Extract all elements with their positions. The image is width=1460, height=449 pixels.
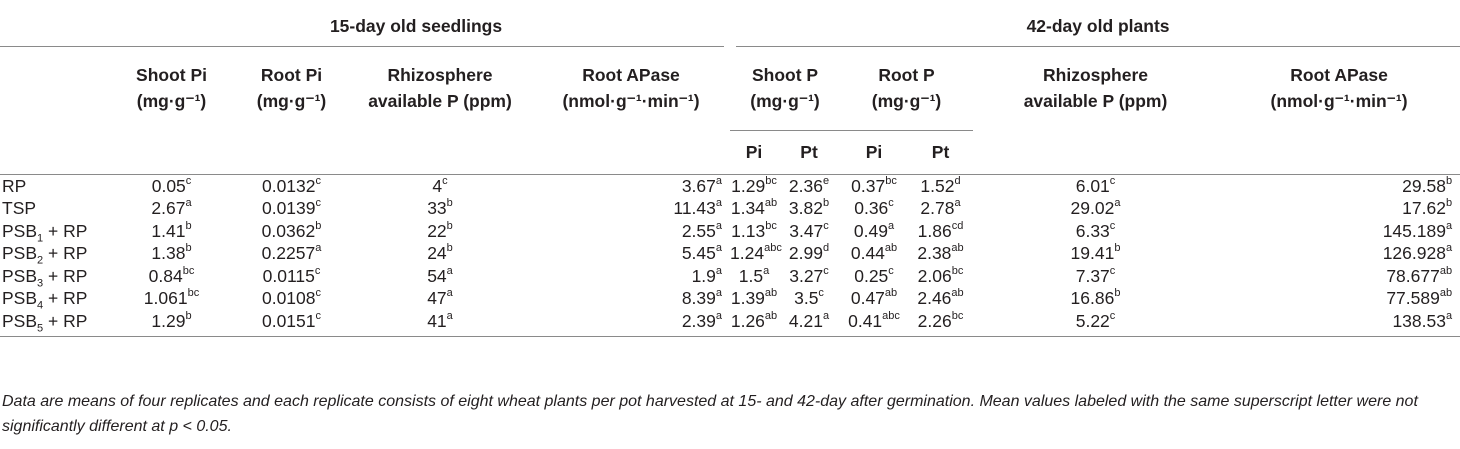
cell-value: 4: [432, 175, 443, 196]
subheader-row: [0, 130, 1460, 174]
table-cell: [1218, 197, 1460, 220]
table-cell: [973, 220, 1218, 243]
significance-letter: b: [1114, 287, 1121, 300]
table-cell: [348, 220, 532, 243]
cell-value: 0.49: [853, 220, 888, 241]
significance-letter: c: [888, 264, 894, 277]
group-header-plants: 42-day old plants: [730, 8, 1460, 46]
cell-value: 0.0362: [261, 220, 316, 241]
metric-name: Shoot Pi: [136, 65, 207, 86]
significance-letter: ab: [764, 197, 778, 210]
cell-value: 11.43: [673, 198, 716, 218]
significance-letter: bc: [951, 264, 964, 277]
cell-value: 0.37: [851, 175, 886, 196]
table-cell: [730, 310, 778, 337]
cell-value: 1.29: [151, 310, 186, 331]
table-cell: [1218, 287, 1460, 310]
row-label: [0, 265, 108, 288]
significance-letter: b: [822, 197, 830, 210]
significance-letter: c: [442, 174, 448, 187]
cell-value: 2.55: [681, 220, 716, 241]
significance-letter: ab: [1439, 287, 1453, 300]
table-cell: [1218, 220, 1460, 243]
table-cell: [908, 220, 973, 243]
significance-letter: a: [1445, 242, 1453, 255]
table-cell: [532, 287, 730, 310]
metric-unit: available P (ppm): [368, 91, 512, 112]
group-header-row: [0, 8, 1460, 46]
metric-unit: (nmol·g⁻¹·min⁻¹): [562, 91, 700, 112]
significance-letter: bc: [182, 264, 195, 277]
cell-value: 1.13: [731, 220, 766, 241]
table-row: [0, 265, 1460, 288]
significance-letter: a: [446, 287, 453, 300]
strain-number: 5: [37, 322, 44, 334]
metric-header: [235, 46, 348, 130]
table-cell: [1218, 242, 1460, 265]
cell-value: 3.27: [789, 265, 824, 286]
table-cell: [973, 174, 1218, 197]
cell-value: 78.677: [1386, 265, 1440, 286]
table-cell: [730, 220, 778, 243]
table-cell: [348, 174, 532, 197]
cell-value: 2.46: [917, 288, 952, 308]
treatment-name: PSB: [2, 243, 38, 263]
cell-value: 0.0139: [261, 198, 316, 218]
metric-header: [1218, 46, 1460, 130]
metric-header: [973, 46, 1218, 130]
significance-letter: b: [446, 197, 453, 210]
significance-letter: a: [715, 309, 723, 322]
table-cell: [235, 265, 348, 288]
cell-value: 0.25: [854, 265, 889, 286]
cell-value: 2.26: [917, 310, 952, 331]
table-cell: [973, 287, 1218, 310]
metric-header-row: [0, 46, 1460, 130]
table-cell: [778, 242, 840, 265]
metric-header: [840, 46, 973, 130]
table-cell: [840, 265, 908, 288]
cell-value: 1.52: [920, 175, 955, 196]
significance-letter: e: [822, 174, 830, 187]
table-cell: [235, 310, 348, 337]
cell-value: 22: [427, 220, 447, 241]
cell-value: 1.34: [730, 198, 765, 218]
treatment-name: RP: [2, 175, 27, 196]
significance-letter: c: [314, 264, 321, 277]
treatment-name: PSB: [2, 288, 38, 308]
significance-letter: a: [715, 287, 723, 300]
cell-value: 1.5: [738, 265, 764, 286]
table-body: [0, 174, 1460, 337]
table-cell: [778, 310, 840, 337]
significance-letter: a: [185, 197, 192, 210]
significance-letter: b: [1445, 174, 1453, 187]
table-cell: [235, 287, 348, 310]
cell-value: 1.9: [691, 265, 716, 286]
table-cell: [840, 287, 908, 310]
significance-letter: a: [763, 264, 770, 277]
treatment-name: PSB: [2, 310, 38, 331]
significance-letter: c: [315, 174, 322, 187]
table-cell: [108, 310, 235, 337]
significance-letter: ab: [764, 309, 778, 322]
significance-letter: a: [715, 242, 723, 255]
table-cell: [532, 197, 730, 220]
cell-value: 2.67: [151, 198, 186, 218]
significance-letter: c: [1109, 174, 1116, 187]
metric-header: [730, 46, 840, 130]
significance-letter: b: [185, 309, 192, 322]
cell-value: 145.189: [1382, 220, 1446, 241]
cell-value: 1.86: [917, 220, 952, 241]
significance-letter: abc: [764, 242, 782, 255]
strain-number: 4: [37, 299, 44, 312]
significance-letter: a: [1114, 197, 1121, 210]
significance-letter: ab: [951, 287, 964, 300]
table-cell: [908, 197, 973, 220]
cell-value: 1.41: [151, 220, 186, 241]
significance-letter: ab: [884, 242, 898, 255]
treatment-suffix: + RP: [43, 243, 88, 263]
table-cell: [532, 242, 730, 265]
significance-letter: c: [315, 309, 322, 322]
cell-value: 5.45: [681, 243, 716, 263]
cell-value: 16.86: [1070, 288, 1115, 308]
significance-letter: a: [822, 309, 830, 322]
table-cell: [348, 265, 532, 288]
cell-value: 7.37: [1075, 265, 1110, 286]
table-cell: [840, 197, 908, 220]
cell-value: 2.99: [788, 243, 823, 263]
table-cell: [108, 197, 235, 220]
cell-value: 0.05: [151, 175, 186, 196]
significance-letter: b: [1114, 242, 1121, 255]
significance-letter: bc: [765, 174, 777, 187]
significance-letter: a: [446, 264, 453, 277]
table-cell: [1218, 174, 1460, 197]
cell-value: 1.24: [730, 243, 765, 263]
cell-value: 29.02: [1070, 198, 1115, 218]
row-label: [0, 287, 108, 310]
table-cell: [840, 220, 908, 243]
significance-letter: a: [887, 219, 895, 232]
significance-letter: a: [954, 197, 961, 210]
row-label: [0, 242, 108, 265]
row-label: [0, 197, 108, 220]
metric-name: Root APase: [582, 65, 680, 86]
table-cell: [108, 265, 235, 288]
cell-value: 6.01: [1075, 175, 1110, 196]
cell-value: 0.0115: [262, 265, 315, 286]
table-cell: [108, 242, 235, 265]
significance-letter: a: [315, 242, 322, 255]
metric-unit: (mg·g⁻¹): [750, 91, 820, 111]
cell-value: 24: [427, 243, 447, 263]
table-cell: [778, 265, 840, 288]
metric-header: [532, 46, 730, 130]
significance-letter: c: [1109, 309, 1116, 322]
table-cell: [908, 310, 973, 337]
table-cell: [840, 174, 908, 197]
significance-letter: a: [1445, 309, 1453, 322]
significance-letter: c: [888, 197, 894, 210]
table-cell: [840, 242, 908, 265]
significance-letter: d: [822, 242, 830, 255]
table-row: [0, 174, 1460, 197]
metric-unit: available P (ppm): [1023, 91, 1168, 112]
subheader-cell: Pi: [730, 130, 778, 174]
table-cell: [908, 174, 973, 197]
significance-letter: a: [715, 197, 723, 210]
table-cell: [730, 287, 778, 310]
significance-letter: c: [818, 287, 824, 300]
significance-letter: c: [823, 219, 829, 232]
cell-value: 47: [427, 288, 447, 308]
cell-value: 0.0108: [261, 288, 316, 308]
cell-value: 0.36: [854, 198, 889, 218]
significance-letter: b: [185, 242, 192, 255]
significance-letter: ab: [1439, 264, 1453, 277]
metric-unit: (mg·g⁻¹): [871, 91, 942, 111]
significance-letter: cd: [951, 219, 964, 232]
table-footnote: Data are means of four replicates and each replicate consists of eight wheat plants per pot harvested at 15- and 42-day after germination. Mean values labeled with the same superscript letter were not significantly different at p < 0.05.: [2, 393, 1418, 435]
significance-letter: b: [185, 219, 192, 232]
significance-letter: a: [715, 174, 723, 187]
metric-unit: (nmol·g⁻¹·min⁻¹): [1270, 91, 1408, 112]
treatment-name: PSB: [2, 265, 38, 286]
table-cell: [908, 242, 973, 265]
cell-value: 0.2257: [261, 243, 316, 263]
table-cell: [840, 310, 908, 337]
cell-value: 2.36: [788, 175, 823, 196]
cell-value: 3.5: [794, 288, 819, 308]
significance-letter: c: [185, 174, 192, 187]
table-cell: [108, 220, 235, 243]
subheader-cell: Pt: [778, 130, 840, 174]
table-cell: [778, 174, 840, 197]
cell-value: 41: [427, 310, 447, 331]
row-label: [0, 174, 108, 197]
table-cell: [730, 174, 778, 197]
significance-letter: bc: [885, 174, 897, 187]
cell-value: 77.589: [1386, 288, 1440, 308]
cell-value: 19.41: [1070, 243, 1115, 263]
significance-letter: c: [1109, 219, 1116, 232]
table-cell: [235, 220, 348, 243]
data-table: [0, 8, 1460, 337]
cell-value: 33: [427, 198, 447, 218]
cell-value: 3.82: [788, 198, 823, 218]
group-header-seedlings: 15-day old seedlings: [108, 8, 730, 46]
cell-value: 6.33: [1075, 220, 1110, 241]
table-cell: [730, 265, 778, 288]
significance-letter: c: [1109, 264, 1116, 277]
significance-letter: bc: [951, 309, 964, 322]
table-cell: [1218, 310, 1460, 337]
table-cell: [730, 242, 782, 265]
metric-name: Root P: [878, 65, 935, 85]
subheader-cell: Pt: [908, 130, 973, 174]
metric-name: Shoot P: [751, 65, 819, 85]
treatment-suffix: + RP: [43, 220, 88, 241]
significance-letter: a: [1445, 219, 1453, 232]
treatment-suffix: + RP: [43, 288, 88, 308]
metric-name: Root Pi: [260, 65, 323, 86]
cell-value: 0.41: [848, 310, 883, 331]
table-cell: [348, 197, 532, 220]
table-cell: [108, 287, 235, 310]
metric-unit: (mg·g⁻¹): [256, 91, 327, 112]
significance-letter: a: [715, 264, 723, 277]
significance-letter: bc: [187, 287, 200, 300]
treatment-name: TSP: [2, 198, 37, 218]
table-cell: [973, 265, 1218, 288]
significance-letter: ab: [951, 242, 964, 255]
cell-value: 8.39: [681, 288, 716, 308]
significance-letter: c: [823, 264, 829, 277]
cell-value: 0.84: [148, 265, 183, 286]
subheader-cell: Pi: [840, 130, 908, 174]
treatment-name: PSB: [2, 220, 38, 241]
significance-letter: ab: [884, 287, 898, 300]
row-label: [0, 310, 108, 337]
table-cell: [108, 174, 235, 197]
metric-name: Root APase: [1290, 65, 1388, 86]
table-cell: [348, 287, 532, 310]
cell-value: 126.928: [1382, 243, 1446, 263]
table-cell: [973, 310, 1218, 337]
table-row: [0, 287, 1460, 310]
table-cell: [973, 197, 1218, 220]
strain-number: 1: [37, 232, 44, 244]
table-row: [0, 310, 1460, 337]
cell-value: 1.29: [731, 175, 766, 196]
significance-letter: bc: [765, 219, 777, 232]
table-cell: [532, 220, 730, 243]
table-cell: [348, 242, 532, 265]
table-cell: [532, 265, 730, 288]
significance-letter: a: [446, 309, 453, 322]
strain-number: 2: [37, 254, 44, 267]
treatment-suffix: + RP: [43, 310, 88, 331]
significance-letter: b: [1445, 197, 1453, 210]
table-cell: [778, 220, 840, 243]
cell-value: 2.06: [917, 265, 952, 286]
significance-letter: b: [446, 242, 453, 255]
table-cell: [778, 197, 840, 220]
cell-value: 1.39: [730, 288, 765, 308]
table-cell: [1218, 265, 1460, 288]
table-cell: [973, 242, 1218, 265]
table-cell: [908, 265, 973, 288]
significance-letter: d: [954, 174, 961, 187]
metric-header: [348, 46, 532, 130]
significance-letter: a: [715, 219, 723, 232]
table-cell: [235, 174, 348, 197]
significance-letter: ab: [764, 287, 778, 300]
cell-value: 138.53: [1392, 310, 1446, 331]
cell-value: 5.22: [1075, 310, 1110, 331]
cell-value: 3.67: [681, 175, 716, 196]
table-cell: [730, 197, 778, 220]
cell-value: 54: [427, 265, 447, 286]
cell-value: 1.061: [143, 288, 188, 308]
table-row: [0, 197, 1460, 220]
table-cell: [908, 287, 973, 310]
cell-value: 0.0151: [261, 310, 316, 331]
significance-letter: c: [315, 287, 322, 300]
table-cell: [235, 242, 348, 265]
cell-value: 1.26: [730, 310, 765, 331]
metric-name: Rhizosphere: [1043, 65, 1149, 86]
cell-value: 2.39: [681, 310, 716, 331]
cell-value: 2.38: [917, 243, 952, 263]
table-cell: [532, 310, 730, 337]
cell-value: 2.78: [920, 198, 955, 218]
cell-value: 29.58: [1402, 175, 1446, 196]
table-cell: [348, 310, 532, 337]
cell-value: 4.21: [788, 310, 823, 331]
cell-value: 17.62: [1402, 198, 1446, 218]
table-cell: [778, 287, 840, 310]
cell-value: 0.0132: [261, 175, 316, 196]
cell-value: 3.47: [789, 220, 824, 241]
treatment-suffix: + RP: [43, 265, 88, 286]
cell-value: 0.47: [850, 288, 885, 308]
table-cell: [532, 174, 730, 197]
table-row: [0, 242, 1460, 265]
cell-value: 0.44: [850, 243, 885, 263]
metric-header: [108, 46, 235, 130]
significance-letter: c: [315, 197, 322, 210]
row-label: [0, 220, 108, 243]
table-cell: [235, 197, 348, 220]
significance-letter: b: [446, 219, 453, 232]
metric-name: Rhizosphere: [387, 65, 493, 86]
significance-letter: b: [315, 219, 322, 232]
strain-number: 3: [37, 277, 44, 289]
metric-unit: (mg·g⁻¹): [136, 91, 207, 112]
cell-value: 1.38: [151, 243, 186, 263]
significance-letter: abc: [882, 309, 900, 322]
table-row: [0, 220, 1460, 243]
